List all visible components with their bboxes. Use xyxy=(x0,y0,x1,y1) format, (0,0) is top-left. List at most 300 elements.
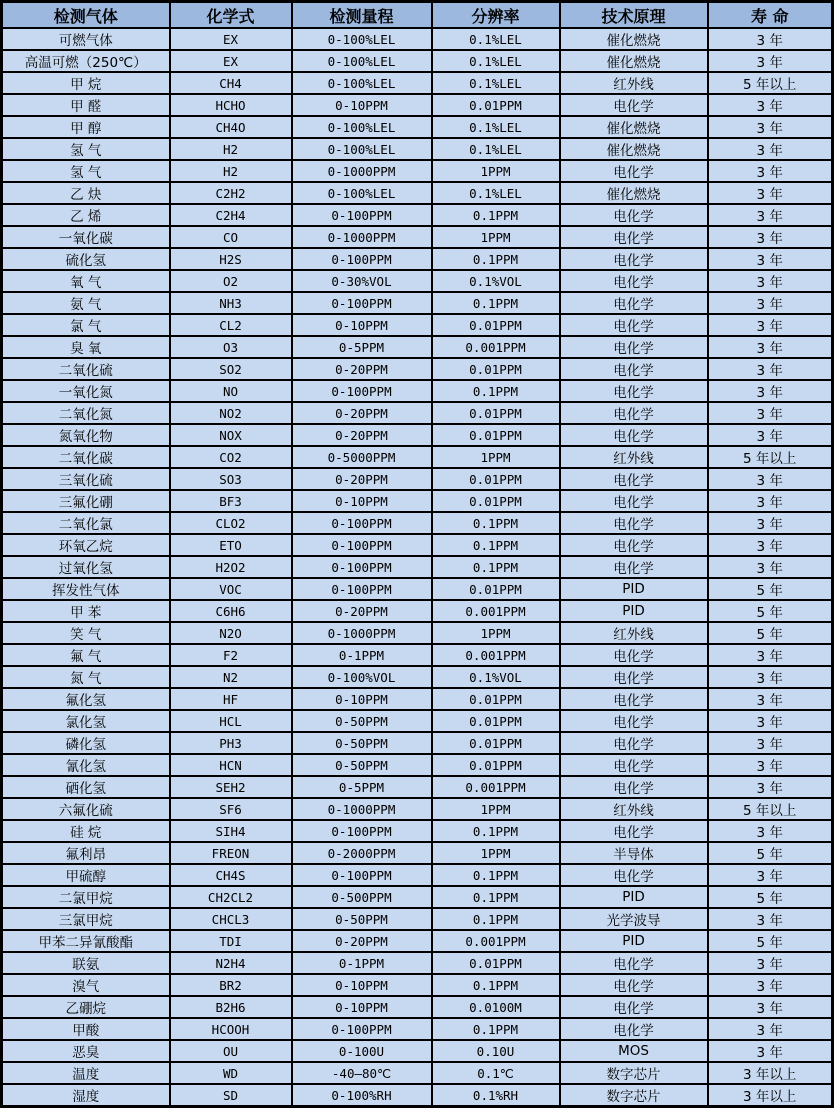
table-body xyxy=(2,28,833,1107)
column-header: 检测气体 xyxy=(2,2,170,29)
resolution-cell: 1PPM xyxy=(432,798,560,820)
lifespan-cell: 3 年 xyxy=(708,710,833,732)
lifespan-cell: 3 年 xyxy=(708,226,833,248)
chemical-formula-cell: N2O xyxy=(170,622,292,644)
chemical-formula-cell: H2O2 xyxy=(170,556,292,578)
lifespan-cell: 3 年 xyxy=(708,666,833,688)
technology-cell: 电化学 xyxy=(560,732,708,754)
resolution-cell: 0.1PPM xyxy=(432,248,560,270)
resolution-cell: 0.0100M xyxy=(432,996,560,1018)
chemical-formula-cell: HCOOH xyxy=(170,1018,292,1040)
lifespan-cell: 3 年 xyxy=(708,754,833,776)
resolution-cell: 0.1PPM xyxy=(432,534,560,556)
chemical-formula-cell: CH4S xyxy=(170,864,292,886)
lifespan-cell: 3 年 xyxy=(708,776,833,798)
gas-name-cell: 氧 气 xyxy=(2,270,170,292)
table-row xyxy=(2,754,833,776)
lifespan-cell: 5 年 xyxy=(708,886,833,908)
table-row xyxy=(2,72,833,94)
lifespan-cell: 3 年 xyxy=(708,996,833,1018)
chemical-formula-cell: CH4O xyxy=(170,116,292,138)
table-row xyxy=(2,402,833,424)
detection-range-cell: 0-100%LEL xyxy=(292,28,432,50)
gas-name-cell: 臭 氧 xyxy=(2,336,170,358)
gas-name-cell: 三氧化硫 xyxy=(2,468,170,490)
table-row xyxy=(2,842,833,864)
chemical-formula-cell: O2 xyxy=(170,270,292,292)
technology-cell: 电化学 xyxy=(560,710,708,732)
detection-range-cell: 0-10PPM xyxy=(292,314,432,336)
chemical-formula-cell: C6H6 xyxy=(170,600,292,622)
detection-range-cell: 0-100PPM xyxy=(292,248,432,270)
detection-range-cell: 0-100%LEL xyxy=(292,182,432,204)
detection-range-cell: 0-1000PPM xyxy=(292,160,432,182)
detection-range-cell: 0-100PPM xyxy=(292,864,432,886)
gas-name-cell: 湿度 xyxy=(2,1084,170,1107)
detection-range-cell: 0-1PPM xyxy=(292,952,432,974)
gas-name-cell: 氯 气 xyxy=(2,314,170,336)
table-row xyxy=(2,314,833,336)
table-row xyxy=(2,556,833,578)
table-row xyxy=(2,270,833,292)
gas-name-cell: 甲 醇 xyxy=(2,116,170,138)
lifespan-cell: 3 年 xyxy=(708,908,833,930)
gas-name-cell: 氟利昂 xyxy=(2,842,170,864)
resolution-cell: 0.001PPM xyxy=(432,644,560,666)
resolution-cell: 0.1PPM xyxy=(432,908,560,930)
gas-name-cell: 氟 气 xyxy=(2,644,170,666)
technology-cell: 催化燃烧 xyxy=(560,50,708,72)
resolution-cell: 0.001PPM xyxy=(432,776,560,798)
detection-range-cell: 0-10PPM xyxy=(292,688,432,710)
chemical-formula-cell: H2S xyxy=(170,248,292,270)
technology-cell: 红外线 xyxy=(560,446,708,468)
gas-name-cell: 联氨 xyxy=(2,952,170,974)
lifespan-cell: 3 年 xyxy=(708,820,833,842)
resolution-cell: 0.001PPM xyxy=(432,336,560,358)
gas-name-cell: 硅 烷 xyxy=(2,820,170,842)
resolution-cell: 0.1PPM xyxy=(432,292,560,314)
technology-cell: 红外线 xyxy=(560,798,708,820)
table-row xyxy=(2,996,833,1018)
lifespan-cell: 3 年 xyxy=(708,974,833,996)
gas-name-cell: 氮氧化物 xyxy=(2,424,170,446)
detection-range-cell: 0-100%LEL xyxy=(292,116,432,138)
detection-range-cell: 0-1PPM xyxy=(292,644,432,666)
chemical-formula-cell: WD xyxy=(170,1062,292,1084)
technology-cell: 电化学 xyxy=(560,512,708,534)
table-row xyxy=(2,424,833,446)
resolution-cell: 0.1%LEL xyxy=(432,116,560,138)
detection-range-cell: 0-50PPM xyxy=(292,732,432,754)
table-row xyxy=(2,974,833,996)
chemical-formula-cell: SO2 xyxy=(170,358,292,380)
lifespan-cell: 3 年 xyxy=(708,116,833,138)
table-row xyxy=(2,930,833,952)
lifespan-cell: 3 年 xyxy=(708,468,833,490)
lifespan-cell: 3 年 xyxy=(708,688,833,710)
chemical-formula-cell: EX xyxy=(170,50,292,72)
table-row xyxy=(2,490,833,512)
gas-name-cell: 二氧化碳 xyxy=(2,446,170,468)
table-row xyxy=(2,292,833,314)
technology-cell: 电化学 xyxy=(560,424,708,446)
chemical-formula-cell: C2H2 xyxy=(170,182,292,204)
table-row xyxy=(2,600,833,622)
technology-cell: 电化学 xyxy=(560,358,708,380)
table-row xyxy=(2,666,833,688)
lifespan-cell: 3 年 xyxy=(708,512,833,534)
detection-range-cell: 0-10PPM xyxy=(292,996,432,1018)
technology-cell: 电化学 xyxy=(560,776,708,798)
gas-name-cell: 可燃气体 xyxy=(2,28,170,50)
table-row xyxy=(2,468,833,490)
chemical-formula-cell: BF3 xyxy=(170,490,292,512)
detection-range-cell: 0-10PPM xyxy=(292,94,432,116)
technology-cell: 催化燃烧 xyxy=(560,116,708,138)
technology-cell: 催化燃烧 xyxy=(560,182,708,204)
table-row xyxy=(2,732,833,754)
detection-range-cell: 0-20PPM xyxy=(292,358,432,380)
table-row xyxy=(2,446,833,468)
lifespan-cell: 5 年以上 xyxy=(708,798,833,820)
gas-name-cell: 硒化氢 xyxy=(2,776,170,798)
lifespan-cell: 5 年 xyxy=(708,600,833,622)
technology-cell: 电化学 xyxy=(560,314,708,336)
detection-range-cell: 0-100PPM xyxy=(292,556,432,578)
resolution-cell: 1PPM xyxy=(432,622,560,644)
resolution-cell: 0.1PPM xyxy=(432,556,560,578)
detection-range-cell: 0-20PPM xyxy=(292,930,432,952)
detection-range-cell: 0-100PPM xyxy=(292,578,432,600)
detection-range-cell: 0-100PPM xyxy=(292,512,432,534)
lifespan-cell: 3 年以上 xyxy=(708,1062,833,1084)
gas-name-cell: 磷化氢 xyxy=(2,732,170,754)
column-header: 寿 命 xyxy=(708,2,833,29)
technology-cell: 催化燃烧 xyxy=(560,138,708,160)
chemical-formula-cell: ETO xyxy=(170,534,292,556)
resolution-cell: 0.01PPM xyxy=(432,952,560,974)
technology-cell: 电化学 xyxy=(560,380,708,402)
table-row xyxy=(2,380,833,402)
gas-name-cell: 环氧乙烷 xyxy=(2,534,170,556)
gas-name-cell: 乙硼烷 xyxy=(2,996,170,1018)
technology-cell: 电化学 xyxy=(560,820,708,842)
detection-range-cell: 0-5PPM xyxy=(292,336,432,358)
detection-range-cell: 0-10PPM xyxy=(292,974,432,996)
detection-range-cell: 0-1000PPM xyxy=(292,226,432,248)
gas-name-cell: 高温可燃（250℃） xyxy=(2,50,170,72)
resolution-cell: 0.01PPM xyxy=(432,710,560,732)
chemical-formula-cell: NH3 xyxy=(170,292,292,314)
lifespan-cell: 3 年 xyxy=(708,160,833,182)
resolution-cell: 0.1%VOL xyxy=(432,270,560,292)
detection-range-cell: 0-50PPM xyxy=(292,754,432,776)
detection-range-cell: 0-20PPM xyxy=(292,468,432,490)
table-row xyxy=(2,1018,833,1040)
lifespan-cell: 3 年 xyxy=(708,270,833,292)
technology-cell: PID xyxy=(560,886,708,908)
gas-name-cell: 甲苯二异氰酸酯 xyxy=(2,930,170,952)
lifespan-cell: 3 年 xyxy=(708,314,833,336)
resolution-cell: 0.1PPM xyxy=(432,864,560,886)
technology-cell: 数字芯片 xyxy=(560,1062,708,1084)
chemical-formula-cell: OU xyxy=(170,1040,292,1062)
chemical-formula-cell: FREON xyxy=(170,842,292,864)
resolution-cell: 0.1PPM xyxy=(432,886,560,908)
table-row xyxy=(2,512,833,534)
chemical-formula-cell: N2H4 xyxy=(170,952,292,974)
resolution-cell: 0.01PPM xyxy=(432,402,560,424)
gas-name-cell: 三氟化硼 xyxy=(2,490,170,512)
resolution-cell: 1PPM xyxy=(432,842,560,864)
chemical-formula-cell: CO2 xyxy=(170,446,292,468)
resolution-cell: 0.1%LEL xyxy=(432,50,560,72)
resolution-cell: 0.01PPM xyxy=(432,732,560,754)
lifespan-cell: 3 年 xyxy=(708,952,833,974)
technology-cell: 红外线 xyxy=(560,622,708,644)
technology-cell: 电化学 xyxy=(560,688,708,710)
table-row xyxy=(2,864,833,886)
lifespan-cell: 5 年 xyxy=(708,930,833,952)
chemical-formula-cell: B2H6 xyxy=(170,996,292,1018)
table-row xyxy=(2,908,833,930)
technology-cell: 电化学 xyxy=(560,94,708,116)
resolution-cell: 0.01PPM xyxy=(432,688,560,710)
resolution-cell: 0.1PPM xyxy=(432,380,560,402)
gas-name-cell: 溴气 xyxy=(2,974,170,996)
chemical-formula-cell: TDI xyxy=(170,930,292,952)
detection-range-cell: 0-5PPM xyxy=(292,776,432,798)
resolution-cell: 0.01PPM xyxy=(432,578,560,600)
detection-range-cell: 0-100PPM xyxy=(292,820,432,842)
technology-cell: 红外线 xyxy=(560,72,708,94)
table-row xyxy=(2,138,833,160)
table-row xyxy=(2,1084,833,1107)
resolution-cell: 0.1PPM xyxy=(432,1018,560,1040)
table-row xyxy=(2,160,833,182)
detection-range-cell: 0-1000PPM xyxy=(292,798,432,820)
chemical-formula-cell: HF xyxy=(170,688,292,710)
detection-range-cell: 0-100PPM xyxy=(292,204,432,226)
technology-cell: 电化学 xyxy=(560,336,708,358)
lifespan-cell: 3 年 xyxy=(708,402,833,424)
technology-cell: 电化学 xyxy=(560,996,708,1018)
lifespan-cell: 3 年 xyxy=(708,94,833,116)
chemical-formula-cell: HCN xyxy=(170,754,292,776)
gas-name-cell: 硫化氢 xyxy=(2,248,170,270)
chemical-formula-cell: BR2 xyxy=(170,974,292,996)
resolution-cell: 0.01PPM xyxy=(432,358,560,380)
detection-range-cell: 0-5000PPM xyxy=(292,446,432,468)
table-row xyxy=(2,358,833,380)
lifespan-cell: 5 年以上 xyxy=(708,72,833,94)
table-row xyxy=(2,1062,833,1084)
resolution-cell: 0.1%RH xyxy=(432,1084,560,1107)
table-row xyxy=(2,28,833,50)
gas-name-cell: 温度 xyxy=(2,1062,170,1084)
detection-range-cell: 0-100PPM xyxy=(292,380,432,402)
table-row xyxy=(2,798,833,820)
table-row xyxy=(2,116,833,138)
chemical-formula-cell: PH3 xyxy=(170,732,292,754)
table-row xyxy=(2,952,833,974)
gas-name-cell: 甲 醛 xyxy=(2,94,170,116)
chemical-formula-cell: CH2CL2 xyxy=(170,886,292,908)
gas-name-cell: 氢 气 xyxy=(2,160,170,182)
lifespan-cell: 3 年 xyxy=(708,138,833,160)
gas-name-cell: 一氧化氮 xyxy=(2,380,170,402)
table-row xyxy=(2,94,833,116)
lifespan-cell: 3 年 xyxy=(708,424,833,446)
chemical-formula-cell: CO xyxy=(170,226,292,248)
lifespan-cell: 3 年 xyxy=(708,336,833,358)
detection-range-cell: -40—80℃ xyxy=(292,1062,432,1084)
table-row xyxy=(2,776,833,798)
technology-cell: 电化学 xyxy=(560,468,708,490)
detection-range-cell: 0-1000PPM xyxy=(292,622,432,644)
table-row xyxy=(2,820,833,842)
detection-range-cell: 0-2000PPM xyxy=(292,842,432,864)
detection-range-cell: 0-30%VOL xyxy=(292,270,432,292)
lifespan-cell: 3 年 xyxy=(708,644,833,666)
resolution-cell: 1PPM xyxy=(432,226,560,248)
technology-cell: 半导体 xyxy=(560,842,708,864)
technology-cell: 电化学 xyxy=(560,248,708,270)
chemical-formula-cell: SEH2 xyxy=(170,776,292,798)
lifespan-cell: 3 年 xyxy=(708,204,833,226)
resolution-cell: 0.01PPM xyxy=(432,424,560,446)
resolution-cell: 0.1%VOL xyxy=(432,666,560,688)
gas-name-cell: 恶臭 xyxy=(2,1040,170,1062)
chemical-formula-cell: SO3 xyxy=(170,468,292,490)
detection-range-cell: 0-10PPM xyxy=(292,490,432,512)
chemical-formula-cell: N2 xyxy=(170,666,292,688)
chemical-formula-cell: NO xyxy=(170,380,292,402)
chemical-formula-cell: NOX xyxy=(170,424,292,446)
chemical-formula-cell: CL2 xyxy=(170,314,292,336)
table-row xyxy=(2,622,833,644)
lifespan-cell: 3 年 xyxy=(708,182,833,204)
technology-cell: 电化学 xyxy=(560,490,708,512)
technology-cell: 光学波导 xyxy=(560,908,708,930)
chemical-formula-cell: NO2 xyxy=(170,402,292,424)
detection-range-cell: 0-100PPM xyxy=(292,534,432,556)
chemical-formula-cell: SIH4 xyxy=(170,820,292,842)
detection-range-cell: 0-50PPM xyxy=(292,908,432,930)
lifespan-cell: 3 年 xyxy=(708,534,833,556)
table-row xyxy=(2,534,833,556)
detection-range-cell: 0-20PPM xyxy=(292,600,432,622)
gas-name-cell: 氮 气 xyxy=(2,666,170,688)
chemical-formula-cell: SF6 xyxy=(170,798,292,820)
gas-name-cell: 三氯甲烷 xyxy=(2,908,170,930)
technology-cell: 电化学 xyxy=(560,534,708,556)
gas-name-cell: 二氧化氯 xyxy=(2,512,170,534)
technology-cell: 电化学 xyxy=(560,952,708,974)
detection-range-cell: 0-100U xyxy=(292,1040,432,1062)
lifespan-cell: 3 年 xyxy=(708,248,833,270)
chemical-formula-cell: HCL xyxy=(170,710,292,732)
technology-cell: 电化学 xyxy=(560,666,708,688)
gas-name-cell: 甲 苯 xyxy=(2,600,170,622)
resolution-cell: 0.01PPM xyxy=(432,314,560,336)
lifespan-cell: 3 年 xyxy=(708,380,833,402)
lifespan-cell: 3 年 xyxy=(708,1018,833,1040)
table-row xyxy=(2,248,833,270)
table-row xyxy=(2,644,833,666)
resolution-cell: 0.01PPM xyxy=(432,490,560,512)
table-row xyxy=(2,50,833,72)
chemical-formula-cell: VOC xyxy=(170,578,292,600)
resolution-cell: 0.10U xyxy=(432,1040,560,1062)
technology-cell: 电化学 xyxy=(560,160,708,182)
chemical-formula-cell: H2 xyxy=(170,138,292,160)
column-header: 化学式 xyxy=(170,2,292,29)
lifespan-cell: 3 年 xyxy=(708,1040,833,1062)
gas-name-cell: 甲酸 xyxy=(2,1018,170,1040)
technology-cell: 电化学 xyxy=(560,292,708,314)
lifespan-cell: 3 年 xyxy=(708,556,833,578)
technology-cell: 数字芯片 xyxy=(560,1084,708,1107)
table-row xyxy=(2,204,833,226)
detection-range-cell: 0-100%LEL xyxy=(292,72,432,94)
resolution-cell: 0.1PPM xyxy=(432,204,560,226)
resolution-cell: 0.1%LEL xyxy=(432,72,560,94)
resolution-cell: 0.1%LEL xyxy=(432,138,560,160)
chemical-formula-cell: HCHO xyxy=(170,94,292,116)
column-header: 分辨率 xyxy=(432,2,560,29)
gas-name-cell: 六氟化硫 xyxy=(2,798,170,820)
resolution-cell: 0.1PPM xyxy=(432,820,560,842)
resolution-cell: 0.1PPM xyxy=(432,974,560,996)
gas-name-cell: 氰化氢 xyxy=(2,754,170,776)
column-header: 技术原理 xyxy=(560,2,708,29)
gas-name-cell: 过氧化氢 xyxy=(2,556,170,578)
technology-cell: PID xyxy=(560,600,708,622)
detection-range-cell: 0-100%RH xyxy=(292,1084,432,1107)
lifespan-cell: 3 年 xyxy=(708,28,833,50)
resolution-cell: 0.01PPM xyxy=(432,94,560,116)
technology-cell: 电化学 xyxy=(560,402,708,424)
detection-range-cell: 0-20PPM xyxy=(292,402,432,424)
technology-cell: 电化学 xyxy=(560,754,708,776)
gas-name-cell: 二氧化氮 xyxy=(2,402,170,424)
chemical-formula-cell: SD xyxy=(170,1084,292,1107)
technology-cell: 电化学 xyxy=(560,644,708,666)
header-row xyxy=(2,2,833,29)
resolution-cell: 0.001PPM xyxy=(432,600,560,622)
lifespan-cell: 5 年 xyxy=(708,578,833,600)
gas-name-cell: 挥发性气体 xyxy=(2,578,170,600)
lifespan-cell: 5 年 xyxy=(708,622,833,644)
chemical-formula-cell: F2 xyxy=(170,644,292,666)
column-header: 检测量程 xyxy=(292,2,432,29)
chemical-formula-cell: C2H4 xyxy=(170,204,292,226)
detection-range-cell: 0-100PPM xyxy=(292,1018,432,1040)
gas-name-cell: 一氧化碳 xyxy=(2,226,170,248)
technology-cell: MOS xyxy=(560,1040,708,1062)
technology-cell: 催化燃烧 xyxy=(560,28,708,50)
detection-range-cell: 0-100%LEL xyxy=(292,138,432,160)
table-row xyxy=(2,182,833,204)
table-row xyxy=(2,886,833,908)
lifespan-cell: 3 年 xyxy=(708,292,833,314)
technology-cell: PID xyxy=(560,930,708,952)
detection-range-cell: 0-50PPM xyxy=(292,710,432,732)
resolution-cell: 0.1PPM xyxy=(432,512,560,534)
gas-name-cell: 乙 烯 xyxy=(2,204,170,226)
